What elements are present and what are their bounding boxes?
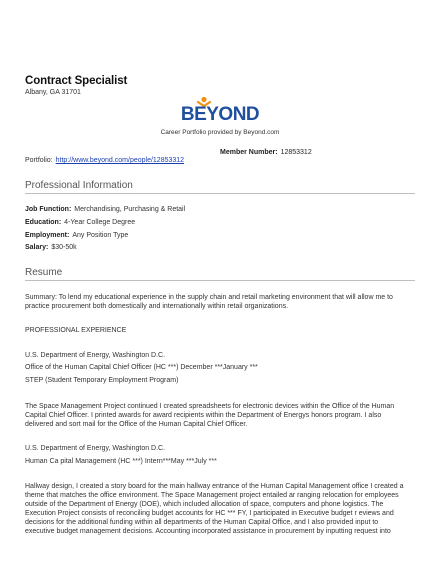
job2-position: Human Ca pital Management (HC ***) Intern***May ***July *** (25, 458, 217, 465)
member-number-label: Member Number: (220, 149, 278, 156)
portfolio-label: Portfolio: (25, 157, 53, 164)
job2-employer: U.S. Department of Energy, Washington D.C. (25, 445, 166, 452)
resume-heading: Resume (25, 267, 415, 281)
portfolio-provided-note: Career Portfolio provided by Beyond.com (160, 129, 280, 136)
job2-description-4: Execution Project consists of reconciling budget accounts for HC *** FY, I participated in Executive budget r eviews and (25, 510, 394, 517)
education-row (25, 219, 135, 226)
job1-description-2: Capital Chief Officer. I printed awards for award recipients within the Department of Energys honors program. I also (25, 412, 382, 419)
candidate-title: Contract Specialist (25, 75, 128, 87)
job2-description-5: decisions for the additional funding within all departments of the Human Capital Office, and I also provided input to (25, 519, 379, 526)
summary-line-2: practice procurement both domestically and internationally within retail organizations. (25, 303, 289, 310)
salary-row (25, 244, 77, 251)
job1-description-3: delivered and sort mail for the Office of the Human Capital Chief Officer. (25, 421, 248, 428)
experience-heading: PROFESSIONAL EXPERIENCE (25, 327, 127, 334)
job1-program: STEP (Student Temporary Employment Program) (25, 377, 179, 384)
job2-description-3: outside of the Department of Energy (DOE), which included allocation of space, computers and phone logistics. The (25, 501, 384, 508)
professional-info-heading: Professional Information (25, 180, 415, 194)
job1-position: Office of the Human Capital Chief Officer (HC ***) December ***January *** (25, 364, 258, 371)
job-function-value: Merchandising, Purchasing & Retail (74, 206, 186, 213)
job-function-label: Job Function: (25, 206, 72, 213)
job1-employer: U.S. Department of Energy, Washington D.C. (25, 352, 166, 359)
job2-description-1: Hallway design, I created a story board for the main hallway entrance of the Human Capital Management office I created a (25, 483, 404, 490)
education-value: 4-Year College Degree (64, 219, 136, 226)
employment-label: Employment: (25, 232, 70, 239)
job2-description-6: executive budget management decisions. Accounting incorporated assistance in procurement by inputting request into (25, 528, 391, 535)
candidate-location: Albany, GA 31701 (25, 89, 81, 96)
member-number-value: 12853312 (280, 149, 312, 156)
portfolio-link[interactable]: http://www.beyond.com/people/12853312 (55, 157, 185, 164)
employment-value: Any Position Type (72, 232, 129, 239)
portfolio-line (25, 157, 184, 164)
salary-value: $30-50k (51, 244, 77, 251)
job-function-row (25, 206, 185, 213)
job1-description-1: The Space Management Project continued I created spreadsheets for electronic devices within the Office of the Human (25, 403, 395, 410)
education-label: Education: (25, 219, 62, 226)
svg-text:BEYOND: BEYOND (180, 104, 260, 124)
member-number (220, 149, 312, 156)
beyond-logo (170, 96, 270, 124)
job2-description-2: theme that matches the office environment. The Space Management project entailed ar ranging relocation for employees (25, 492, 399, 499)
employment-row (25, 232, 128, 239)
salary-label: Salary: (25, 244, 49, 251)
summary-line-1: Summary: To lend my educational experience in the supply chain and retail marketing environment that will allow me to (25, 294, 393, 301)
